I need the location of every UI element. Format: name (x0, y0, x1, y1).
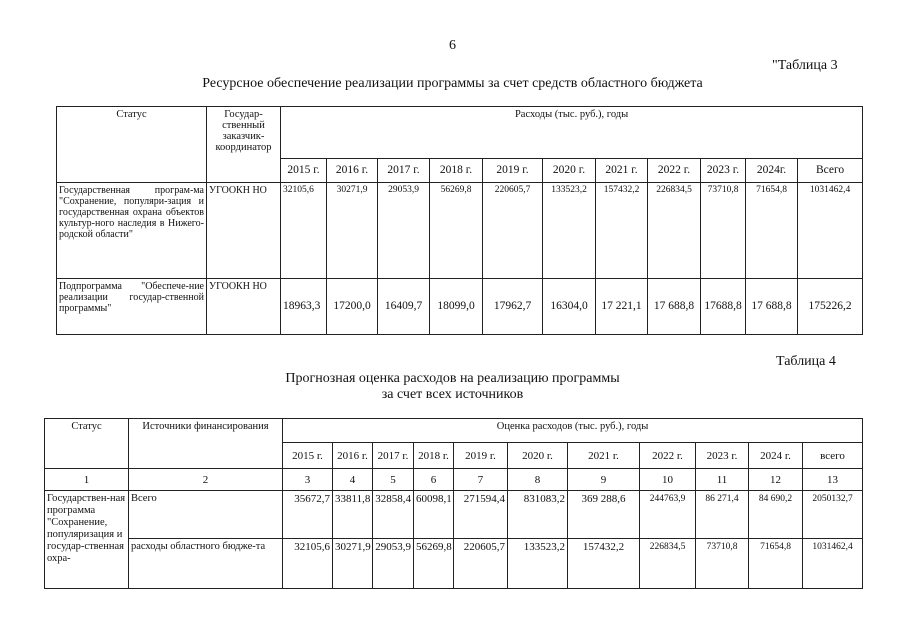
table4-cell: 32105,6 (283, 539, 333, 589)
table3-row-customer: УГООКН НО (207, 279, 281, 335)
table4-cell: 56269,8 (414, 539, 454, 589)
table4-year-header: 2020 г. (508, 443, 568, 469)
table3-cell: 17200,0 (327, 279, 378, 335)
table4-header-estimate: Оценка расходов (тыс. руб.), годы (283, 419, 863, 443)
table3-total-header: Всего (798, 159, 863, 183)
table-row (45, 539, 863, 589)
column-number: 6 (414, 469, 454, 491)
table4-year-header: 2016 г. (333, 443, 373, 469)
table4-cell: 30271,9 (333, 539, 373, 589)
table3-cell: 220605,7 (483, 183, 543, 279)
table4-cell: 33811,8 (333, 491, 373, 539)
table4-header-status: Статус (45, 419, 129, 469)
column-number: 4 (333, 469, 373, 491)
table4-cell: 84 690,2 (749, 491, 803, 539)
table3-cell: 226834,5 (648, 183, 701, 279)
table4-column-numbers (45, 469, 863, 491)
table3-year-header: 2015 г. (281, 159, 327, 183)
table3-cell: 16409,7 (378, 279, 430, 335)
table4-cell: 369 288,6 (568, 491, 640, 539)
table4-cell: 71654,8 (749, 539, 803, 589)
table4-year-header: 2018 г. (414, 443, 454, 469)
table4 (44, 418, 863, 589)
table-row (57, 279, 863, 335)
table3-cell: 17962,7 (483, 279, 543, 335)
table3-header-status: Статус (57, 107, 207, 183)
table3-row-customer: УГООКН НО (207, 183, 281, 279)
table3-row-status: Государственная програм-ма "Сохранение, популяри-зация и государственная охрана объектов культур-ного наследия в Нижего-родской области" (57, 183, 207, 279)
column-number: 11 (696, 469, 749, 491)
table4-year-header: 2017 г. (373, 443, 414, 469)
table3-cell: 32105,6 (281, 183, 327, 279)
table3-label: "Таблица 3 (772, 58, 838, 73)
table4-year-header: 2022 г. (640, 443, 696, 469)
column-number: 5 (373, 469, 414, 491)
table4-year-header: 2015 г. (283, 443, 333, 469)
table4-header-sources: Источники финансирования (129, 419, 283, 469)
table4-cell: 1031462,4 (803, 539, 863, 589)
table4-cell: 35672,7 (283, 491, 333, 539)
table4-total-header: всего (803, 443, 863, 469)
table4-title: Прогнозная оценка расходов на реализацию программы (285, 371, 620, 386)
table3-header-customer: Государ-ственный заказчик-координатор (207, 107, 281, 183)
table4-cell: 157432,2 (568, 539, 640, 589)
table3-year-header: 2021 г. (596, 159, 648, 183)
table3-cell: 18963,3 (281, 279, 327, 335)
column-number: 2 (129, 469, 283, 491)
table3-cell: 17 688,8 (648, 279, 701, 335)
table3-cell: 16304,0 (543, 279, 596, 335)
table3-cell: 1031462,4 (798, 183, 863, 279)
page-number: 6 (449, 38, 456, 53)
column-number: 13 (803, 469, 863, 491)
table3-header-expenses: Расходы (тыс. руб.), годы (281, 107, 863, 159)
table4-year-header: 2023 г. (696, 443, 749, 469)
table4-cell: 831083,2 (508, 491, 568, 539)
table3-cell: 30271,9 (327, 183, 378, 279)
table4-cell: 2050132,7 (803, 491, 863, 539)
table3 (56, 106, 863, 335)
table3-year-header: 2017 г. (378, 159, 430, 183)
table3-year-header: 2023 г. (701, 159, 746, 183)
table3-row-status: Подпрограмма "Обеспече-ние реализации государ-ственной программы" (57, 279, 207, 335)
table3-year-header: 2019 г. (483, 159, 543, 183)
column-number: 8 (508, 469, 568, 491)
table4-cell: 133523,2 (508, 539, 568, 589)
table4-row-source: Всего (129, 491, 283, 539)
table4-cell: 244763,9 (640, 491, 696, 539)
table4-cell: 60098,1 (414, 491, 454, 539)
table4-cell: 271594,4 (454, 491, 508, 539)
table4-cell: 220605,7 (454, 539, 508, 589)
table4-year-header: 2021 г. (568, 443, 640, 469)
table3-cell: 175226,2 (798, 279, 863, 335)
table4-row-source: расходы областного бюдже-та (129, 539, 283, 589)
table4-year-header: 2019 г. (454, 443, 508, 469)
table3-cell: 17 221,1 (596, 279, 648, 335)
column-number: 7 (454, 469, 508, 491)
table3-year-header: 2024г. (746, 159, 798, 183)
table3-cell: 133523,2 (543, 183, 596, 279)
column-number: 1 (45, 469, 129, 491)
table3-year-header: 2022 г. (648, 159, 701, 183)
table4-cell: 226834,5 (640, 539, 696, 589)
table3-cell: 56269,8 (430, 183, 483, 279)
column-number: 12 (749, 469, 803, 491)
table3-title: Ресурсное обеспечение реализации программы за счет средств областного бюджета (202, 76, 703, 91)
table-row (57, 183, 863, 279)
column-number: 10 (640, 469, 696, 491)
column-number: 3 (283, 469, 333, 491)
table3-cell: 17688,8 (701, 279, 746, 335)
table3-cell: 29053,9 (378, 183, 430, 279)
table4-year-header: 2024 г. (749, 443, 803, 469)
table4-cell: 32858,4 (373, 491, 414, 539)
table3-year-header: 2018 г. (430, 159, 483, 183)
table4-subtitle: за счет всех источников (381, 387, 524, 402)
table3-cell: 18099,0 (430, 279, 483, 335)
column-number: 9 (568, 469, 640, 491)
table3-cell: 17 688,8 (746, 279, 798, 335)
table4-cell: 86 271,4 (696, 491, 749, 539)
table3-cell: 71654,8 (746, 183, 798, 279)
table4-label: Таблица 4 (776, 354, 836, 369)
table3-cell: 73710,8 (701, 183, 746, 279)
table4-cell: 29053,9 (373, 539, 414, 589)
table3-year-header: 2016 г. (327, 159, 378, 183)
table3-year-header: 2020 г. (543, 159, 596, 183)
table-row (45, 491, 863, 539)
table3-cell: 157432,2 (596, 183, 648, 279)
table4-row-status: Государствен-ная программа "Сохранение, популяризация и государ-ственная охра- (45, 491, 129, 589)
table4-cell: 73710,8 (696, 539, 749, 589)
